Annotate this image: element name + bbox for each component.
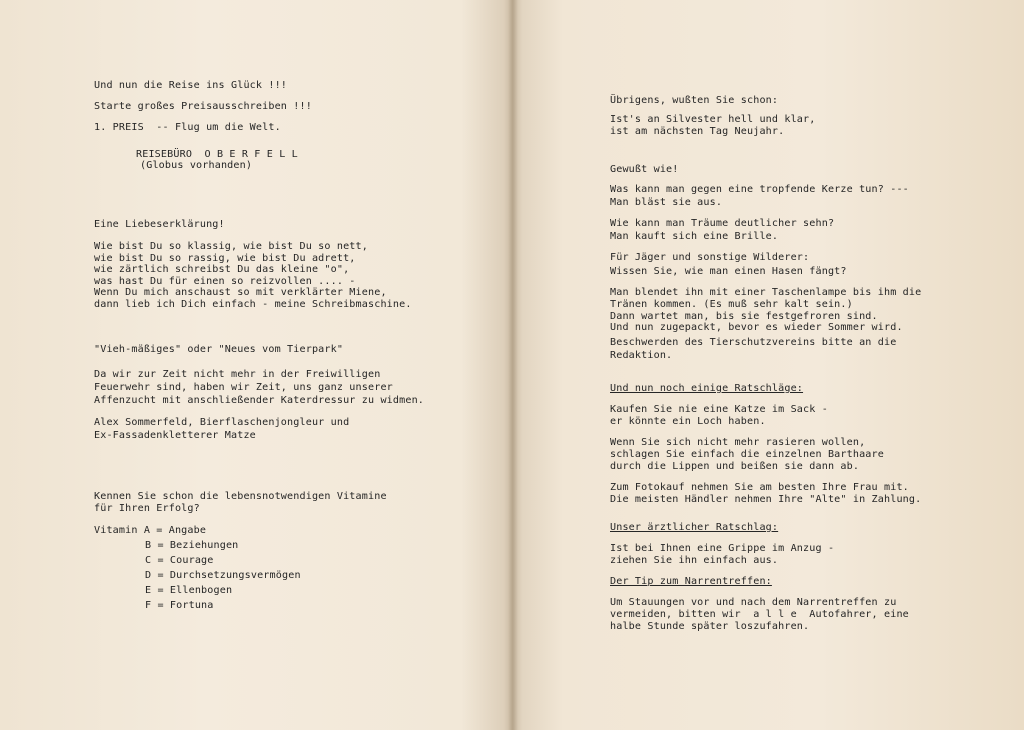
vitamin-f: F = Fortuna <box>145 600 214 611</box>
left-page <box>0 0 510 730</box>
vitamin-a: Vitamin A = Angabe <box>94 525 207 536</box>
vitamin-b: B = Beziehungen <box>145 540 239 551</box>
travel-agency-note: (Globus vorhanden) <box>140 160 253 171</box>
flu-advice: Ist bei Ihnen eine Grippe im Anzug - ziehen Sie ihn einfach aus. <box>610 543 835 567</box>
vitamin-c: C = Courage <box>145 555 214 566</box>
gewusst-wie: Gewußt wie! <box>610 164 679 175</box>
by-the-way: Übrigens, wußten Sie schon: <box>610 95 779 106</box>
rabbit-joke: Man blendet ihn mit einer Taschenlampe bis ihm die Tränen kommen. (Es muß sehr kalt sein.) Dann wartet man, bis sie festgefroren sind. Und nun zugepackt, bevor es wieder Sommer wird. <box>610 287 922 334</box>
vitamin-d: D = Durchsetzungsvermögen <box>145 570 301 581</box>
intro-line-1: Und nun die Reise ins Glück !!! <box>94 80 288 91</box>
right-page <box>514 0 1024 730</box>
love-letter-poem: Wie bist Du so klassig, wie bist Du so nett, wie bist Du so rassig, wie bist Du adrett, wie zärtlich schreibst Du das kleine "o", was hast Du für einen so reizvollen .... - Wenn Du mich anschaust so mit verklärter Miene, dann lieb ich Dich einfach - meine Schreibmaschine. <box>94 241 412 310</box>
zoo-title: "Vieh-mäßiges" oder "Neues vom Tierpark" <box>94 344 344 355</box>
advice-title: Und nun noch einige Ratschläge: <box>610 383 804 394</box>
shaving-advice: Wenn Sie sich nicht mehr rasieren wollen, schlagen Sie einfach die einzelnen Barthaare durch die Lippen und beißen sie dann ab. <box>610 437 884 472</box>
silvester-rhyme: Ist's an Silvester hell und klar, ist am nächsten Tag Neujahr. <box>610 114 816 138</box>
vitamin-question: Kennen Sie schon die lebensnotwendigen Vitamine für Ihren Erfolg? <box>94 491 387 515</box>
hunters-intro: Für Jäger und sonstige Wilderer: Wissen Sie, wie man einen Hasen fängt? <box>610 252 847 277</box>
zoo-text: Da wir zur Zeit nicht mehr in der Freiwilligen Feuerwehr sind, haben wir Zeit, uns ganz unserer Affenzucht mit anschließender Katerdressur zu widmen. <box>94 369 425 406</box>
love-letter-title: Eine Liebeserklärung! <box>94 219 225 230</box>
photo-advice: Zum Fotokauf nehmen Sie am besten Ihre Frau mit. Die meisten Händler nehmen Ihre "Alte" in Zahlung. <box>610 482 922 506</box>
carnival-tip-title: Der Tip zum Narrentreffen: <box>610 576 772 587</box>
medical-advice-title: Unser ärztlicher Ratschlag: <box>610 522 779 533</box>
cat-advice: Kaufen Sie nie eine Katze im Sack - er könnte ein Loch haben. <box>610 404 828 428</box>
travel-agency: REISEBÜRO O B E R F E L L <box>136 149 298 160</box>
candle-joke: Was kann man gegen eine tropfende Kerze tun? --- Man bläst sie aus. <box>610 184 909 208</box>
carnival-tip: Um Stauungen vor und nach dem Narrentreffen zu vermeiden, bitten wir a l l e Autofahrer, eine halbe Stunde später loszufahren. <box>610 597 909 633</box>
complaints-note: Beschwerden des Tierschutzvereins bitte an die Redaktion. <box>610 337 897 361</box>
first-prize: 1. PREIS -- Flug um die Welt. <box>94 122 281 133</box>
vitamin-e: E = Ellenbogen <box>145 585 233 596</box>
zoo-signature: Alex Sommerfeld, Bierflaschenjongleur und Ex-Fassadenkletterer Matze <box>94 417 350 441</box>
dreams-joke: Wie kann man Träume deutlicher sehn? Man kauft sich eine Brille. <box>610 218 835 242</box>
intro-line-2: Starte großes Preisausschreiben !!! <box>94 101 312 112</box>
